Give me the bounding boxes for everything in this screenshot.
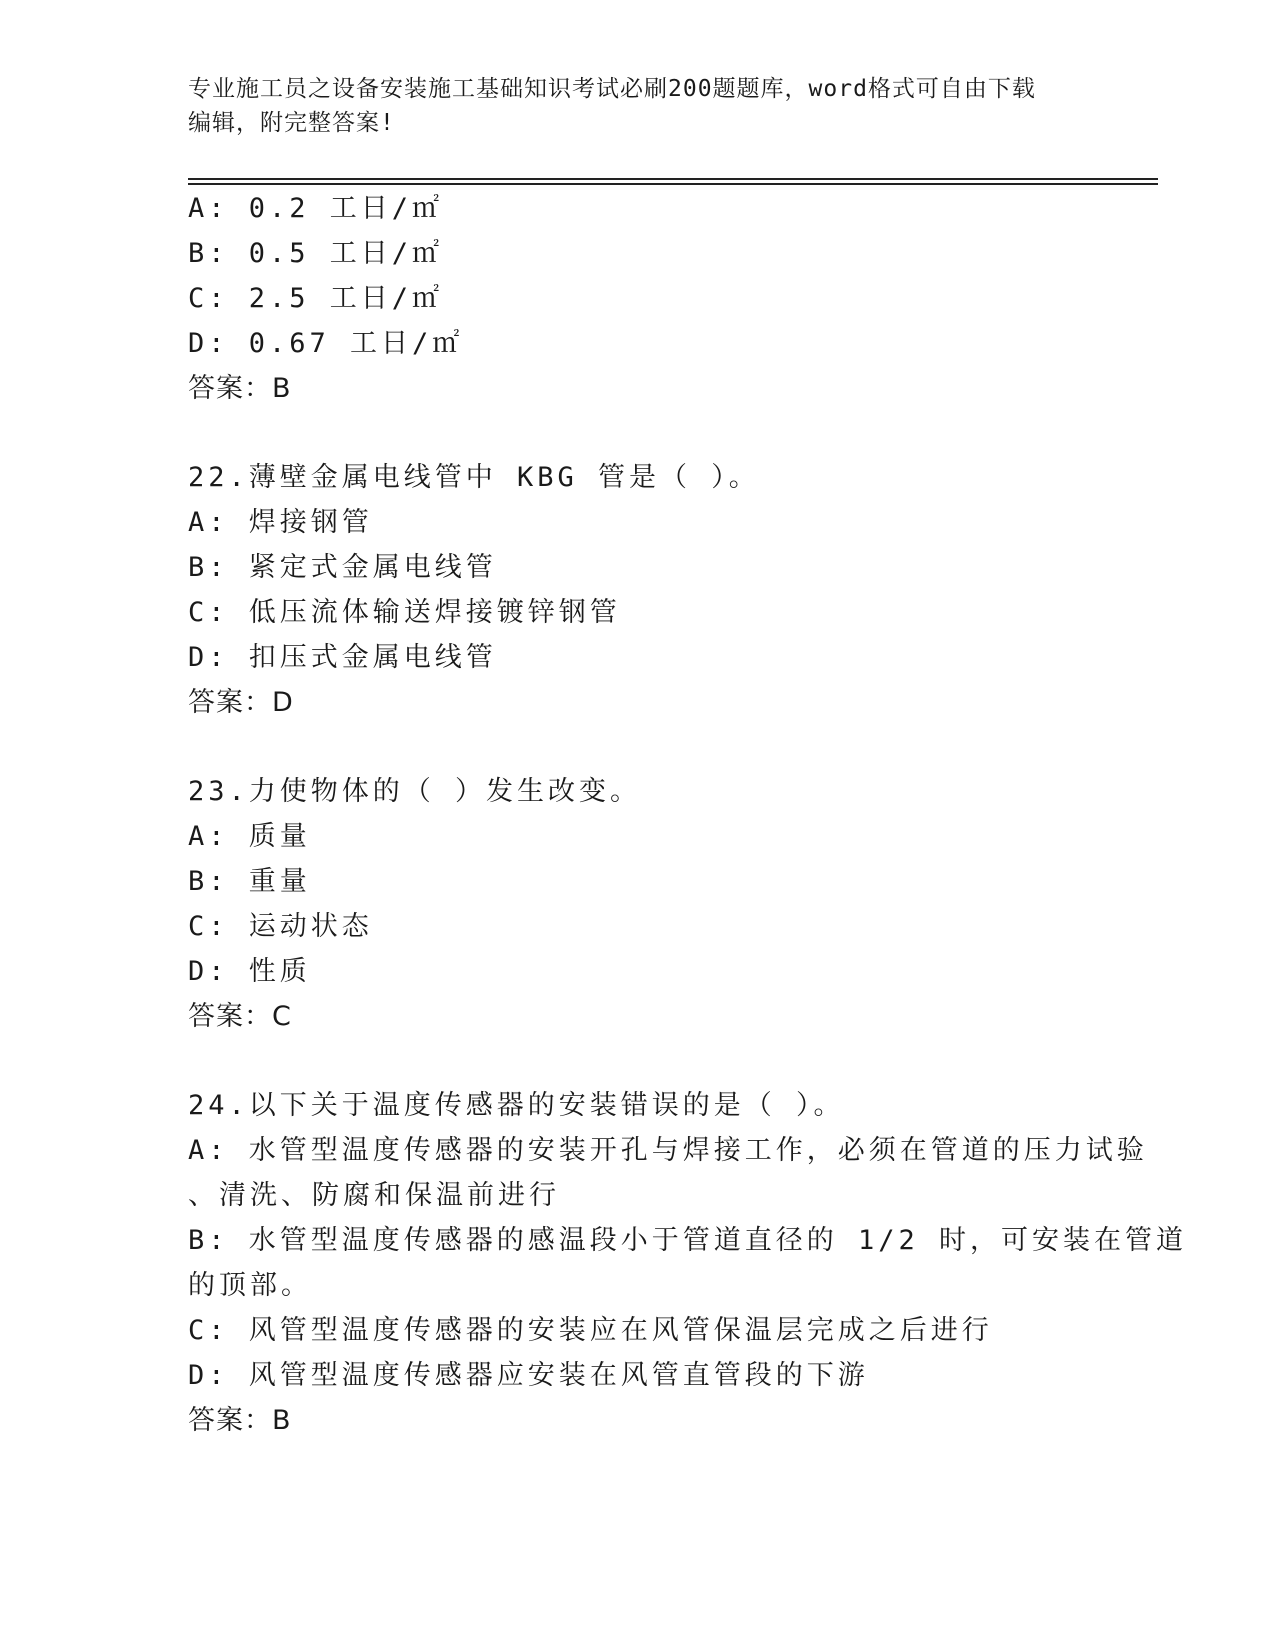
q23-option-d: D: 性质 <box>188 956 311 987</box>
q24-option-b: B: 水管型温度传感器的感温段小于管道直径的 1/2 时，可安装在管道 <box>188 1225 1188 1256</box>
header-title-line-2: 编辑，附完整答案! <box>188 110 395 136</box>
q22-option-b: B: 紧定式金属电线管 <box>188 552 497 583</box>
q23-option-b: B: 重量 <box>188 866 311 897</box>
q22-question: 22.薄壁金属电线管中 KBG 管是（ ）。 <box>188 462 760 493</box>
q22-answer: 答案：D <box>188 687 294 718</box>
q22-option-d: D: 扣压式金属电线管 <box>188 642 497 673</box>
q21-option-a: A: 0.2 工日/㎡ <box>188 193 444 224</box>
header-divider-top <box>188 178 1158 180</box>
q24-option-b-continued: 的顶部。 <box>188 1270 312 1301</box>
q21-option-b: B: 0.5 工日/㎡ <box>188 238 444 269</box>
q23-answer: 答案：C <box>188 1001 292 1032</box>
q22-option-a: A: 焊接钢管 <box>188 507 373 538</box>
header-divider-bottom <box>188 183 1158 185</box>
q22-option-c: C: 低压流体输送焊接镀锌钢管 <box>188 597 621 628</box>
q24-question: 24.以下关于温度传感器的安装错误的是（ ）。 <box>188 1090 845 1121</box>
q24-option-a: A: 水管型温度传感器的安装开孔与焊接工作，必须在管道的压力试验 <box>188 1135 1148 1166</box>
document-header <box>188 72 1088 140</box>
q23-option-c: C: 运动状态 <box>188 911 373 942</box>
q23-question: 23.力使物体的（ ）发生改变。 <box>188 776 642 807</box>
header-title-line-1: 专业施工员之设备安装施工基础知识考试必刷200题题库，word格式可自由下载 <box>188 76 1036 102</box>
q21-option-c: C: 2.5 工日/㎡ <box>188 283 444 314</box>
q21-option-d: D: 0.67 工日/㎡ <box>188 328 464 359</box>
q24-option-a-continued: 、清洗、防腐和保温前进行 <box>188 1180 560 1211</box>
q24-answer: 答案：B <box>188 1405 292 1436</box>
q23-option-a: A: 质量 <box>188 821 311 852</box>
q21-answer: 答案：B <box>188 373 292 404</box>
q24-option-d: D: 风管型温度传感器应安装在风管直管段的下游 <box>188 1360 869 1391</box>
q24-option-c: C: 风管型温度传感器的安装应在风管保温层完成之后进行 <box>188 1315 993 1346</box>
